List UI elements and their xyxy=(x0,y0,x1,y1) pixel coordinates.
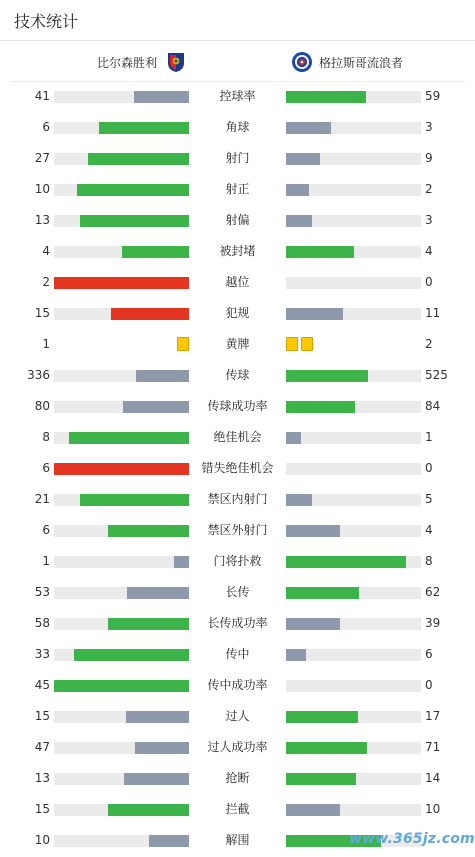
away-stat-bar-fill xyxy=(286,804,340,816)
home-stat-bar-fill xyxy=(108,618,189,630)
away-stat-value: 84 xyxy=(425,399,441,413)
stat-row xyxy=(0,608,475,639)
away-stat-bar xyxy=(286,587,421,599)
away-team[interactable] xyxy=(291,44,403,80)
away-stat-bar xyxy=(286,122,421,134)
away-stat-bar-fill xyxy=(286,215,312,227)
stat-label: 传球 xyxy=(225,368,250,382)
away-stat-value: 2 xyxy=(425,182,433,196)
away-stat-value: 17 xyxy=(425,709,441,723)
home-stat-value: 336 xyxy=(27,368,50,382)
away-stat-value: 62 xyxy=(425,585,441,599)
home-stat-bar-fill xyxy=(69,432,189,444)
stat-label: 抢断 xyxy=(225,771,250,785)
stat-label: 错失绝佳机会 xyxy=(201,461,274,475)
stat-row xyxy=(0,422,475,453)
away-stat-value: 2 xyxy=(425,337,433,351)
stat-row xyxy=(0,391,475,422)
home-stat-bar-fill xyxy=(80,215,189,227)
away-stat-bar-fill xyxy=(286,618,340,630)
stat-label: 禁区外射门 xyxy=(207,523,268,537)
home-stat-value: 8 xyxy=(42,430,50,444)
away-stat-bar xyxy=(286,215,421,227)
stat-row xyxy=(0,794,475,825)
stat-label: 射偏 xyxy=(225,213,250,227)
stat-row xyxy=(0,484,475,515)
stat-label: 犯规 xyxy=(225,306,250,320)
stat-label: 门将扑救 xyxy=(213,554,262,568)
away-stat-bar xyxy=(286,308,421,320)
away-stat-bar-fill xyxy=(286,649,306,661)
yellow-card-icon xyxy=(301,337,313,351)
away-stat-bar-fill xyxy=(286,370,368,382)
stat-label: 长传 xyxy=(225,585,250,599)
stats-table xyxy=(0,81,475,856)
home-team[interactable] xyxy=(97,44,187,80)
home-stat-bar-fill xyxy=(111,308,189,320)
home-stat-value: 13 xyxy=(34,771,50,785)
home-stat-value: 10 xyxy=(34,182,50,196)
home-stat-bar xyxy=(54,215,189,227)
away-stat-bar xyxy=(286,494,421,506)
home-stat-bar xyxy=(54,525,189,537)
away-yellow-cards xyxy=(286,337,313,351)
away-stat-value: 1 xyxy=(425,430,433,444)
home-stat-bar xyxy=(54,711,189,723)
away-stat-bar xyxy=(286,649,421,661)
stat-row xyxy=(0,329,475,360)
home-stat-bar xyxy=(54,649,189,661)
away-stat-bar-fill xyxy=(286,401,355,413)
stat-row xyxy=(0,732,475,763)
away-stat-value: 0 xyxy=(425,275,433,289)
home-stat-bar-fill xyxy=(108,525,189,537)
home-stat-bar-fill xyxy=(123,401,189,413)
away-stat-value: 3 xyxy=(425,120,433,134)
away-team-name: 格拉斯哥流浪者 xyxy=(319,55,404,70)
home-stat-bar xyxy=(54,742,189,754)
home-stat-bar-fill xyxy=(127,587,189,599)
home-stat-value: 2 xyxy=(42,275,50,289)
stat-label: 被封堵 xyxy=(219,244,256,258)
home-stat-bar-fill xyxy=(77,184,189,196)
stat-label: 射正 xyxy=(225,182,250,196)
home-stat-bar xyxy=(54,432,189,444)
home-stat-value: 6 xyxy=(42,461,50,475)
away-stat-value: 10 xyxy=(425,802,441,816)
away-stat-bar-fill xyxy=(286,432,301,444)
home-stat-value: 13 xyxy=(34,213,50,227)
away-stat-value: 71 xyxy=(425,740,441,754)
away-stat-bar xyxy=(286,804,421,816)
home-stat-value: 15 xyxy=(34,802,50,816)
stat-label: 越位 xyxy=(225,275,250,289)
home-stat-value: 58 xyxy=(34,616,50,630)
stat-row xyxy=(0,515,475,546)
away-stat-value: 4 xyxy=(425,244,433,258)
home-stat-value: 6 xyxy=(42,523,50,537)
rangers-crest-icon xyxy=(291,51,313,73)
stat-label: 黄牌 xyxy=(225,337,250,351)
home-stat-value: 47 xyxy=(34,740,50,754)
away-stat-bar xyxy=(286,556,421,568)
away-stat-bar-fill xyxy=(286,308,343,320)
stat-label: 角球 xyxy=(225,120,250,134)
header-divider xyxy=(0,40,475,41)
away-stat-value: 39 xyxy=(425,616,441,630)
away-stat-bar xyxy=(286,277,421,289)
home-stat-value: 80 xyxy=(34,399,50,413)
away-stat-bar-fill xyxy=(286,587,359,599)
stat-row xyxy=(0,763,475,794)
home-stat-bar xyxy=(54,618,189,630)
home-stat-value: 41 xyxy=(34,89,50,103)
page-title: 技术统计 xyxy=(14,12,79,31)
home-stat-bar xyxy=(54,835,189,847)
stat-row xyxy=(0,143,475,174)
stat-row xyxy=(0,236,475,267)
stat-row xyxy=(0,205,475,236)
away-stat-value: 525 xyxy=(425,368,448,382)
away-stat-bar xyxy=(286,370,421,382)
away-stat-bar-fill xyxy=(286,525,340,537)
away-stat-bar xyxy=(286,184,421,196)
stat-row xyxy=(0,546,475,577)
home-stat-value: 27 xyxy=(34,151,50,165)
yellow-card-icon xyxy=(286,337,298,351)
home-stat-bar xyxy=(54,773,189,785)
home-stat-bar-fill xyxy=(124,773,189,785)
stat-row xyxy=(0,360,475,391)
stat-label: 拦截 xyxy=(225,802,250,816)
stat-row xyxy=(0,112,475,143)
away-stat-value: 5 xyxy=(425,492,433,506)
away-stat-bar xyxy=(286,618,421,630)
home-stat-bar-fill xyxy=(80,494,189,506)
home-stat-bar xyxy=(54,680,189,692)
home-stat-bar xyxy=(54,246,189,258)
away-stat-bar-fill xyxy=(286,711,358,723)
away-stat-bar-fill xyxy=(286,122,331,134)
home-stat-bar xyxy=(54,153,189,165)
home-stat-bar-fill xyxy=(134,91,189,103)
home-stat-bar xyxy=(54,401,189,413)
home-stat-bar xyxy=(54,308,189,320)
stat-row xyxy=(0,174,475,205)
away-stat-bar xyxy=(286,246,421,258)
away-stat-bar xyxy=(286,401,421,413)
home-yellow-cards xyxy=(177,337,189,351)
watermark: www.365jz.com xyxy=(349,831,475,847)
away-stat-bar xyxy=(286,525,421,537)
viktoria-plzen-crest-icon xyxy=(165,51,187,73)
home-stat-bar xyxy=(54,370,189,382)
home-stat-bar-fill xyxy=(174,556,189,568)
home-stat-bar xyxy=(54,556,189,568)
home-stat-value: 45 xyxy=(34,678,50,692)
stat-label: 长传成功率 xyxy=(207,616,268,630)
home-stat-value: 1 xyxy=(42,554,50,568)
stat-row xyxy=(0,577,475,608)
home-team-name: 比尔森胜利 xyxy=(96,55,157,70)
stat-row xyxy=(0,670,475,701)
home-stat-bar-fill xyxy=(126,711,189,723)
home-stat-bar-fill xyxy=(122,246,190,258)
away-stat-bar-fill xyxy=(286,773,356,785)
stat-row xyxy=(0,639,475,670)
home-stat-bar-fill xyxy=(54,680,189,692)
away-stat-value: 0 xyxy=(425,461,433,475)
home-stat-value: 15 xyxy=(34,709,50,723)
home-stat-value: 15 xyxy=(34,306,50,320)
away-stat-bar xyxy=(286,711,421,723)
away-stat-bar-fill xyxy=(286,742,367,754)
away-stat-value: 8 xyxy=(425,554,433,568)
home-stat-value: 33 xyxy=(34,647,50,661)
home-stat-bar xyxy=(54,122,189,134)
home-stat-value: 6 xyxy=(42,120,50,134)
team-header xyxy=(0,44,475,80)
stat-label: 绝佳机会 xyxy=(213,430,262,444)
away-stat-value: 59 xyxy=(425,89,441,103)
away-stat-value: 6 xyxy=(425,647,433,661)
stat-row xyxy=(0,81,475,112)
stat-label: 射门 xyxy=(225,151,250,165)
away-stat-bar-fill xyxy=(286,556,406,568)
home-stat-bar-fill xyxy=(54,463,189,475)
away-stat-bar xyxy=(286,463,421,475)
away-stat-bar xyxy=(286,432,421,444)
stat-label: 禁区内射门 xyxy=(207,492,268,506)
away-stat-bar-fill xyxy=(286,184,309,196)
away-stat-value: 3 xyxy=(425,213,433,227)
away-stat-bar-fill xyxy=(286,153,320,165)
away-stat-bar-fill xyxy=(286,91,366,103)
home-stat-bar-fill xyxy=(99,122,189,134)
yellow-card-icon xyxy=(177,337,189,351)
home-stat-bar-fill xyxy=(108,804,189,816)
stat-label: 过人 xyxy=(225,709,250,723)
away-stat-value: 0 xyxy=(425,678,433,692)
stat-row xyxy=(0,298,475,329)
away-stat-value: 14 xyxy=(425,771,441,785)
home-stat-bar-fill xyxy=(136,370,189,382)
home-stat-bar xyxy=(54,277,189,289)
stat-label: 传中 xyxy=(225,647,250,661)
away-stat-bar-fill xyxy=(286,246,354,258)
away-stat-bar xyxy=(286,742,421,754)
stat-label: 传球成功率 xyxy=(207,399,268,413)
away-stat-bar xyxy=(286,153,421,165)
stat-label: 过人成功率 xyxy=(207,740,268,754)
away-stat-value: 4 xyxy=(425,523,433,537)
stat-row xyxy=(0,453,475,484)
home-stat-value: 10 xyxy=(34,833,50,847)
away-stat-value: 9 xyxy=(425,151,433,165)
home-stat-value: 1 xyxy=(42,337,50,351)
home-stat-bar xyxy=(54,91,189,103)
home-stat-bar xyxy=(54,184,189,196)
home-stat-bar-fill xyxy=(149,835,190,847)
home-stat-bar-fill xyxy=(135,742,189,754)
stat-label: 控球率 xyxy=(219,89,256,103)
away-stat-bar xyxy=(286,773,421,785)
home-stat-value: 4 xyxy=(42,244,50,258)
home-stat-bar-fill xyxy=(54,277,189,289)
home-stat-value: 53 xyxy=(34,585,50,599)
home-stat-bar xyxy=(54,587,189,599)
home-stat-bar-fill xyxy=(74,649,189,661)
home-stat-bar xyxy=(54,463,189,475)
stat-row xyxy=(0,701,475,732)
stat-label: 解围 xyxy=(225,833,250,847)
stat-label: 传中成功率 xyxy=(207,678,268,692)
stat-row xyxy=(0,267,475,298)
home-stat-bar xyxy=(54,804,189,816)
home-stat-value: 21 xyxy=(34,492,50,506)
home-stat-bar-fill xyxy=(88,153,189,165)
home-stat-bar xyxy=(54,494,189,506)
away-stat-value: 11 xyxy=(425,306,441,320)
away-stat-bar xyxy=(286,91,421,103)
away-stat-bar-fill xyxy=(286,494,312,506)
away-stat-bar xyxy=(286,680,421,692)
